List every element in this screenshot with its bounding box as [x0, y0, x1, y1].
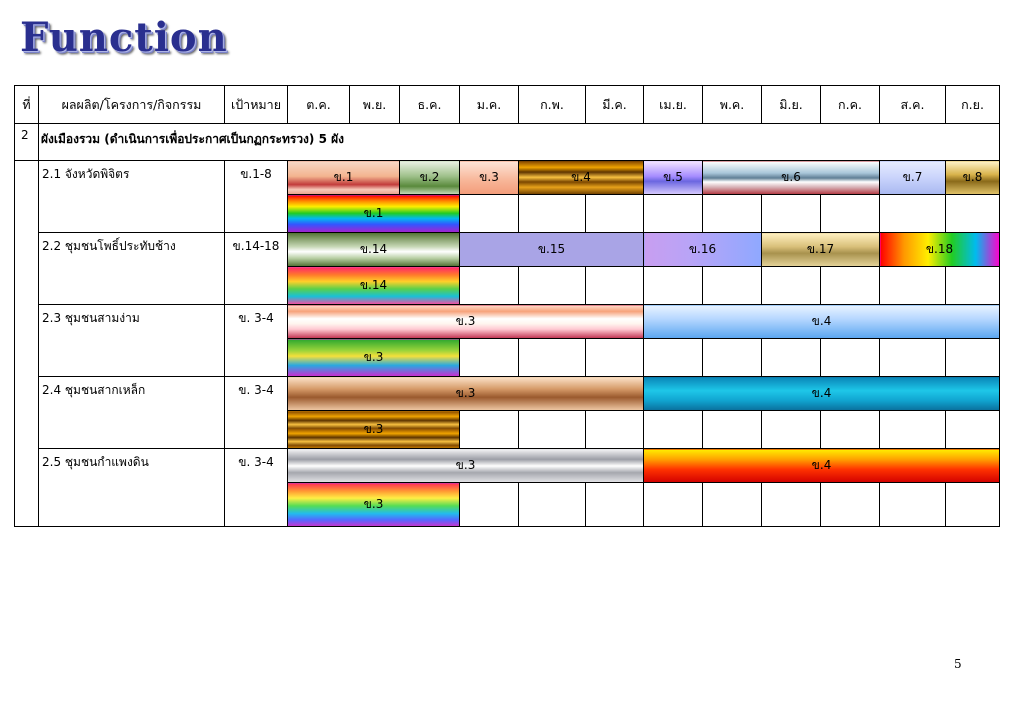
empty-cell	[880, 411, 946, 449]
no-cell-empty	[15, 161, 39, 527]
empty-cell	[644, 339, 703, 377]
header-month: ต.ค.	[288, 86, 350, 124]
empty-cell	[703, 339, 762, 377]
row-target: ข.1-8	[225, 161, 288, 233]
empty-cell	[946, 411, 1000, 449]
empty-cell	[762, 267, 821, 305]
empty-cell	[586, 411, 644, 449]
empty-cell	[821, 267, 880, 305]
empty-cell	[946, 339, 1000, 377]
plan-bar: ข.3	[288, 377, 644, 411]
plan-bar: ข.14	[288, 233, 460, 267]
row-target: ข. 3-4	[225, 305, 288, 377]
empty-cell	[762, 339, 821, 377]
empty-cell	[460, 483, 519, 527]
empty-cell	[519, 339, 586, 377]
plan-bar: ข.8	[946, 161, 1000, 195]
result-bar: ข.3	[288, 483, 460, 527]
empty-cell	[586, 339, 644, 377]
empty-cell	[519, 267, 586, 305]
plan-bar: ข.4	[644, 377, 1000, 411]
table-row	[15, 233, 1000, 267]
empty-cell	[703, 267, 762, 305]
header-month: มี.ค.	[586, 86, 644, 124]
plan-bar: ข.3	[460, 161, 519, 195]
row-name: 2.5 ชุมชนกำแพงดิน	[39, 449, 225, 527]
empty-cell	[880, 339, 946, 377]
plan-bar: ข.4	[519, 161, 644, 195]
plan-bar: ข.17	[762, 233, 880, 267]
header-month: ก.พ.	[519, 86, 586, 124]
result-bar: ข.14	[288, 267, 460, 305]
table-row	[15, 305, 1000, 339]
empty-cell	[821, 411, 880, 449]
empty-cell	[460, 267, 519, 305]
header-no: ที่	[15, 86, 39, 124]
empty-cell	[762, 195, 821, 233]
header-month: พ.ค.	[703, 86, 762, 124]
header-month: ม.ค.	[460, 86, 519, 124]
empty-cell	[460, 411, 519, 449]
row-name: 2.2 ชุมชนโพธิ์ประทับช้าง	[39, 233, 225, 305]
row-name: 2.4 ชุมชนสากเหล็ก	[39, 377, 225, 449]
empty-cell	[586, 483, 644, 527]
section-no: 2	[15, 124, 39, 161]
empty-cell	[519, 483, 586, 527]
empty-cell	[519, 195, 586, 233]
empty-cell	[519, 411, 586, 449]
table-row	[15, 377, 1000, 411]
header-product: ผลผลิต/โครงการ/กิจกรรม	[39, 86, 225, 124]
header-month: มิ.ย.	[762, 86, 821, 124]
plan-bar: ข.16	[644, 233, 762, 267]
header-row	[15, 86, 1000, 124]
header-month: ธ.ค.	[400, 86, 460, 124]
row-target: ข. 3-4	[225, 449, 288, 527]
empty-cell	[880, 483, 946, 527]
plan-bar: ข.7	[880, 161, 946, 195]
section-row	[15, 124, 1000, 161]
table-row	[15, 449, 1000, 483]
empty-cell	[644, 267, 703, 305]
row-target: ข. 3-4	[225, 377, 288, 449]
header-month: ก.ค.	[821, 86, 880, 124]
row-name: 2.3 ชุมชนสามง่าม	[39, 305, 225, 377]
empty-cell	[644, 411, 703, 449]
empty-cell	[460, 339, 519, 377]
page-number: 5	[954, 657, 962, 671]
plan-bar: ข.15	[460, 233, 644, 267]
empty-cell	[586, 267, 644, 305]
empty-cell	[946, 483, 1000, 527]
plan-bar: ข.3	[288, 449, 644, 483]
result-bar: ข.3	[288, 339, 460, 377]
plan-bar: ข.1	[288, 161, 400, 195]
row-name: 2.1 จังหวัดพิจิตร	[39, 161, 225, 233]
empty-cell	[946, 267, 1000, 305]
page-title: Function	[20, 14, 228, 61]
empty-cell	[703, 195, 762, 233]
header-month: ส.ค.	[880, 86, 946, 124]
header-month: ก.ย.	[946, 86, 1000, 124]
empty-cell	[703, 483, 762, 527]
empty-cell	[821, 195, 880, 233]
empty-cell	[586, 195, 644, 233]
empty-cell	[703, 411, 762, 449]
section-title: ผังเมืองรวม (ดำเนินการเพื่อประกาศเป็นกฏกระทรวง) 5 ผัง	[39, 124, 1000, 161]
table-row	[15, 161, 1000, 195]
header-target: เป้าหมาย	[225, 86, 288, 124]
plan-bar: ข.18	[880, 233, 1000, 267]
empty-cell	[460, 195, 519, 233]
empty-cell	[880, 195, 946, 233]
header-month: เม.ย.	[644, 86, 703, 124]
plan-bar: ข.2	[400, 161, 460, 195]
empty-cell	[762, 483, 821, 527]
row-target: ข.14-18	[225, 233, 288, 305]
plan-bar: ข.4	[644, 449, 1000, 483]
plan-bar: ข.5	[644, 161, 703, 195]
empty-cell	[821, 483, 880, 527]
empty-cell	[880, 267, 946, 305]
plan-bar: ข.4	[644, 305, 1000, 339]
schedule-table	[14, 85, 1000, 527]
result-bar: ข.3	[288, 411, 460, 449]
empty-cell	[644, 483, 703, 527]
empty-cell	[821, 339, 880, 377]
result-bar: ข.1	[288, 195, 460, 233]
header-month: พ.ย.	[350, 86, 400, 124]
empty-cell	[946, 195, 1000, 233]
empty-cell	[762, 411, 821, 449]
plan-bar: ข.6	[703, 161, 880, 195]
plan-bar: ข.3	[288, 305, 644, 339]
empty-cell	[644, 195, 703, 233]
